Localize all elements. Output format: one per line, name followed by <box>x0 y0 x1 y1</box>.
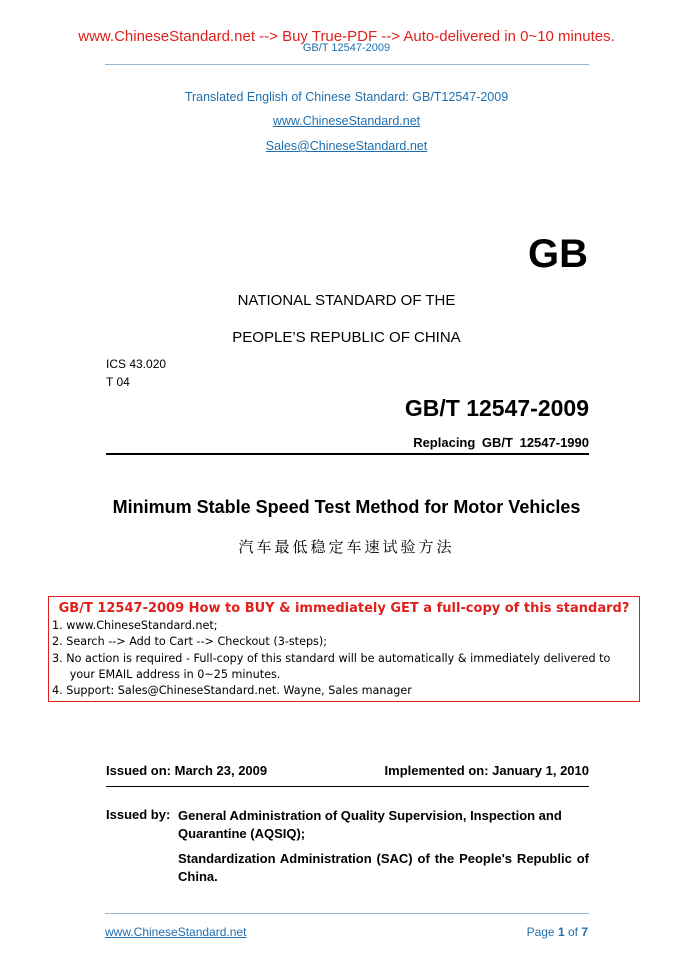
page-number <box>527 925 588 939</box>
buy-step-4[interactable]: 4. Support: Sales@ChineseStandard.net. Wayne, Sales manager <box>52 684 412 697</box>
implemented-on-date: Implemented on: January 1, 2010 <box>384 763 589 778</box>
dates-divider <box>106 786 589 787</box>
replacing-standard: Replacing GB/T 12547-1990 <box>413 435 589 450</box>
page-current: 1 <box>557 925 565 939</box>
page-prefix: Page <box>526 925 558 939</box>
buy-step-3-cont: your EMAIL address in 0~25 minutes. <box>52 668 281 681</box>
page-total: 7 <box>581 925 588 939</box>
title-chinese: 汽车最低稳定车速试验方法 <box>238 538 455 556</box>
issued-by-label: Issued by: <box>106 807 171 822</box>
buy-instructions-box <box>48 596 640 702</box>
buy-step-1[interactable]: 1. www.ChineseStandard.net; <box>52 619 218 632</box>
national-standard-line-1: NATIONAL STANDARD OF THE <box>237 292 456 309</box>
header-rule <box>105 64 589 65</box>
standard-number: GB/T 12547-2009 <box>404 395 589 421</box>
t-code: T 04 <box>106 375 130 389</box>
issued-on-date: Issued on: March 23, 2009 <box>106 763 268 778</box>
buy-box-title: GB/T 12547-2009 How to BUY & immediately GET a full-copy of this standard? <box>58 601 630 616</box>
gb-mark: GB <box>528 232 588 276</box>
page-sep: of <box>564 925 582 939</box>
translated-line: Translated English of Chinese Standard: GB/T12547-2009 <box>184 90 509 104</box>
title-english: Minimum Stable Speed Test Method for Motor Vehicles <box>112 497 581 517</box>
sales-email-link[interactable]: Sales@ChineseStandard.net <box>265 139 428 153</box>
issued-by-aqsiq: General Administration of Quality Supervision, Inspection and Quarantine (AQSIQ); <box>178 808 562 841</box>
title-divider <box>106 453 589 455</box>
buy-step-3: 3. No action is required - Full-copy of this standard will be automatically & immediately delivered to <box>52 652 611 665</box>
buy-step-2: 2. Search --> Add to Cart --> Checkout (3-steps); <box>52 635 328 648</box>
ics-code: ICS 43.020 <box>106 357 167 371</box>
issued-by-sac: Standardization Administration (SAC) of the People's Republic of China. <box>178 851 589 884</box>
website-link[interactable]: www.ChineseStandard.net <box>272 114 421 128</box>
footer-website-link[interactable]: www.ChineseStandard.net <box>105 925 247 939</box>
footer-rule <box>105 913 589 914</box>
promo-banner[interactable]: www.ChineseStandard.net --> Buy True-PDF --> Auto-delivered in 0~10 minutes. <box>78 28 615 45</box>
national-standard-line-2: PEOPLE’S REPUBLIC OF CHINA <box>232 329 461 346</box>
header-standard-code: GB/T 12547-2009 <box>302 42 391 54</box>
